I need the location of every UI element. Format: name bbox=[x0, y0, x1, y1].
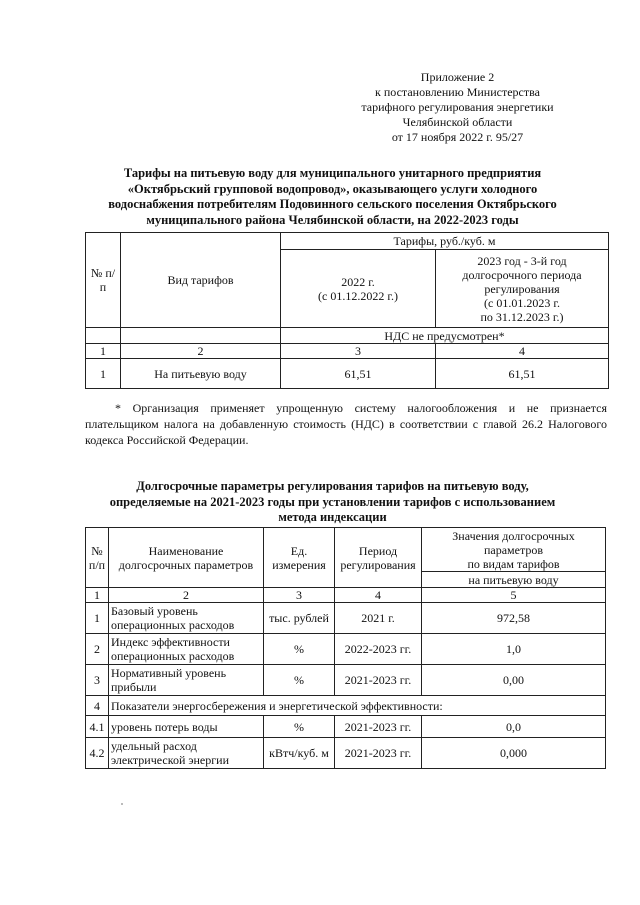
parameters-table bbox=[85, 527, 606, 769]
header-name: Наименование долгосрочных параметров bbox=[109, 528, 264, 588]
column-number: 2 bbox=[109, 588, 264, 603]
title-line: Тарифы на питьевую воду для муниципального унитарного предприятия bbox=[123, 166, 542, 180]
row-num: 4.1 bbox=[86, 716, 109, 738]
appendix-line: от 17 ноября 2022 г. 95/27 bbox=[391, 130, 524, 144]
row-period: 2021-2023 гг. bbox=[335, 738, 422, 769]
header-2023-line: по 31.12.2023 г.) bbox=[480, 309, 564, 324]
column-number: 1 bbox=[86, 588, 109, 603]
row-name: уровень потерь воды bbox=[109, 716, 264, 738]
row-value: 1,0 bbox=[422, 634, 606, 665]
table-row bbox=[86, 634, 606, 665]
tariffs-title bbox=[70, 166, 595, 228]
header-water: на питьевую воду bbox=[422, 572, 606, 588]
title-line: водоснабжения потребителям Подовинного сельского поселения Октябрьского bbox=[108, 197, 557, 211]
row-type: На питьевую воду bbox=[121, 359, 281, 389]
row-num: 4 bbox=[86, 696, 109, 716]
header-vat: НДС не предусмотрен* bbox=[281, 328, 609, 344]
row-num: 1 bbox=[86, 603, 109, 634]
row-value: 0,000 bbox=[422, 738, 606, 769]
table-row bbox=[86, 665, 606, 696]
appendix-line: тарифного регулирования энергетики bbox=[361, 100, 554, 114]
row-name: Нормативный уровень прибыли bbox=[109, 665, 264, 696]
header-values-line: по видам тарифов bbox=[467, 556, 560, 571]
header-2023-line: долгосрочного периода bbox=[462, 267, 582, 282]
header-period: Период регулирования bbox=[335, 528, 422, 588]
header-2022-line: (с 01.12.2022 г.) bbox=[318, 288, 398, 303]
header-values-line: параметров bbox=[483, 542, 544, 557]
table-row bbox=[86, 603, 606, 634]
row-unit: % bbox=[264, 634, 335, 665]
column-number: 4 bbox=[436, 344, 609, 359]
header-values-line: Значения долгосрочных bbox=[452, 528, 575, 543]
row-num: 3 bbox=[86, 665, 109, 696]
column-number: 3 bbox=[281, 344, 436, 359]
parameters-title bbox=[70, 479, 595, 526]
row-value: 0,0 bbox=[422, 716, 606, 738]
column-number: 1 bbox=[86, 344, 121, 359]
row-num: 2 bbox=[86, 634, 109, 665]
table-row bbox=[86, 738, 606, 769]
table-row bbox=[86, 716, 606, 738]
row-unit: тыс. рублей bbox=[264, 603, 335, 634]
title-line: метода индексации bbox=[278, 510, 387, 524]
header-num: № п/п bbox=[86, 528, 109, 588]
header-values bbox=[422, 528, 606, 572]
row-unit: кВтч/куб. м bbox=[264, 738, 335, 769]
row-num: 1 bbox=[86, 359, 121, 389]
footnote-text: * Организация применяет упрощенную систему налогообложения и не признается плательщиком налога на добавленную стоимость (НДС) в соответствии с главой 26.2 Налогового кодекса Российской Федерации. bbox=[85, 401, 607, 447]
header-2023-line: регулирования bbox=[484, 281, 560, 296]
title-line: муниципального района Челябинской области, на 2022-2023 годы bbox=[146, 212, 519, 227]
section-row bbox=[86, 696, 606, 716]
row-value: 972,58 bbox=[422, 603, 606, 634]
header-2023 bbox=[436, 250, 609, 328]
row-2022: 61,51 bbox=[281, 359, 436, 389]
row-period: 2021 г. bbox=[335, 603, 422, 634]
blank-cell bbox=[121, 328, 281, 344]
blank-cell bbox=[86, 328, 121, 344]
title-line: «Октябрьский групповой водопровод», оказывающего услуги холодного bbox=[127, 181, 538, 196]
column-number: 3 bbox=[264, 588, 335, 603]
column-number: 2 bbox=[121, 344, 281, 359]
appendix-line: к постановлению Министерства bbox=[375, 85, 540, 99]
header-tariffs: Тарифы, руб./куб. м bbox=[281, 233, 609, 250]
section-text: Показатели энергосбережения и энергетической эффективности: bbox=[109, 696, 606, 716]
appendix-line: Челябинской области bbox=[402, 115, 513, 129]
row-2023: 61,51 bbox=[436, 359, 609, 389]
header-unit: Ед. измерения bbox=[264, 528, 335, 588]
header-2023-line: (с 01.01.2023 г. bbox=[484, 295, 560, 310]
row-unit: % bbox=[264, 665, 335, 696]
appendix-line: Приложение 2 bbox=[420, 70, 495, 84]
header-2023-line: 2023 год - 3-й год bbox=[477, 253, 567, 268]
appendix-block bbox=[330, 70, 585, 145]
row-name: Индекс эффективности операционных расходов bbox=[109, 634, 264, 665]
tax-footnote bbox=[85, 400, 607, 448]
header-2022 bbox=[281, 250, 436, 328]
header-2022-line: 2022 г. bbox=[341, 274, 375, 289]
column-number: 5 bbox=[422, 588, 606, 603]
row-period: 2021-2023 гг. bbox=[335, 665, 422, 696]
table-row bbox=[86, 359, 609, 389]
column-number: 4 bbox=[335, 588, 422, 603]
scan-speck bbox=[121, 803, 123, 805]
row-period: 2022-2023 гг. bbox=[335, 634, 422, 665]
row-value: 0,00 bbox=[422, 665, 606, 696]
title-line: определяемые на 2021-2023 годы при установлении тарифов с использованием bbox=[109, 494, 556, 509]
header-num: № п/п bbox=[86, 233, 121, 328]
title-line: Долгосрочные параметры регулирования тарифов на питьевую воду, bbox=[136, 479, 529, 493]
header-tariff-type: Вид тарифов bbox=[121, 233, 281, 328]
row-period: 2021-2023 гг. bbox=[335, 716, 422, 738]
row-num: 4.2 bbox=[86, 738, 109, 769]
row-name: удельный расход электрической энергии bbox=[109, 738, 264, 769]
row-name: Базовый уровень операционных расходов bbox=[109, 603, 264, 634]
tariffs-table bbox=[85, 232, 609, 389]
row-unit: % bbox=[264, 716, 335, 738]
